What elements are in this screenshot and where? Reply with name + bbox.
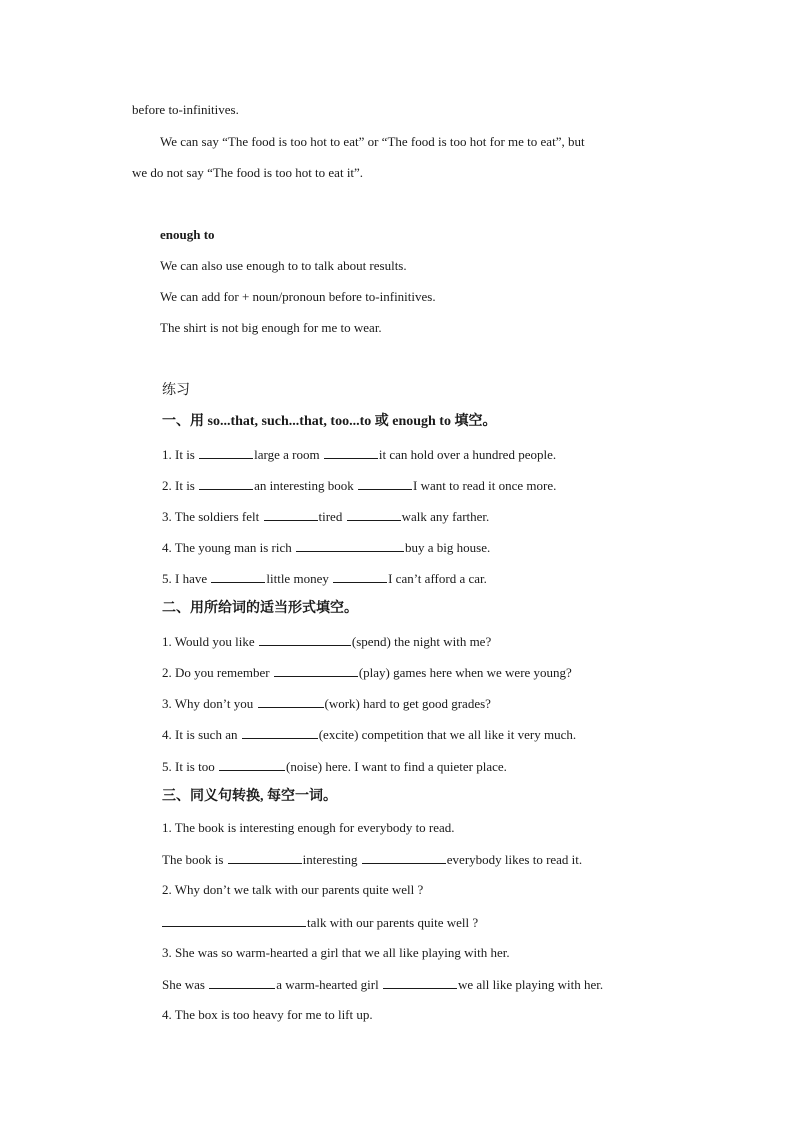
answer-blank[interactable] [228, 850, 302, 864]
answer-blank[interactable] [211, 569, 265, 583]
enough-line-2: We can add for + noun/pronoun before to-infinitives. [160, 289, 436, 304]
part2-item-1: 1. Would you like (spend) the night with me? [162, 634, 492, 649]
part3-heading: 三、同义句转换, 每空一词。 [162, 789, 337, 804]
part1-item-2: 2. It is an interesting book I want to read it once more. [162, 478, 557, 493]
part3-question-4: 4. The box is too heavy for me to lift up. [162, 1007, 373, 1022]
part3-question-1: 1. The book is interesting enough for everybody to read. [162, 820, 455, 835]
enough-line-1: We can also use enough to to talk about results. [160, 258, 407, 273]
part1-heading: 一、用 so...that, such...that, too...to 或 enough to 填空。 [162, 414, 497, 429]
part3-answer-2: talk with our parents quite well ? [162, 913, 478, 932]
answer-blank[interactable] [199, 476, 253, 490]
part1-item-5: 5. I have little money I can’t afford a car. [162, 571, 487, 586]
part3-question-3: 3. She was so warm-hearted a girl that we all like playing with her. [162, 945, 510, 960]
answer-blank[interactable] [358, 476, 412, 490]
part3-answer-1: The book is interesting everybody likes to read it. [162, 852, 583, 867]
part2-heading: 二、用所给词的适当形式填空。 [162, 601, 358, 616]
intro-line-2: We can say “The food is too hot to eat” or “The food is too hot for me to eat”, but [160, 134, 585, 149]
intro-line-1: before to-infinitives. [132, 102, 239, 117]
answer-blank[interactable] [274, 663, 358, 677]
part1-item-1: 1. It is large a room it can hold over a hundred people. [162, 447, 557, 462]
answer-blank[interactable] [242, 725, 318, 739]
part1-item-4: 4. The young man is rich buy a big house. [162, 540, 491, 555]
part2-item-5: 5. It is too (noise) here. I want to find a quieter place. [162, 759, 507, 774]
answer-blank[interactable] [383, 975, 457, 989]
answer-blank[interactable] [258, 694, 324, 708]
enough-line-3: The shirt is not big enough for me to wear. [160, 320, 382, 335]
part2-item-3: 3. Why don’t you (work) hard to get good grades? [162, 696, 491, 711]
answer-blank[interactable] [162, 913, 306, 927]
answer-blank[interactable] [324, 445, 378, 459]
answer-blank[interactable] [333, 569, 387, 583]
part3-question-2: 2. Why don’t we talk with our parents quite well ? [162, 882, 424, 897]
answer-blank[interactable] [362, 850, 446, 864]
exercise-title: 练习 [162, 383, 190, 398]
answer-blank[interactable] [209, 975, 275, 989]
intro-line-3: we do not say “The food is too hot to eat it”. [132, 165, 364, 180]
answer-blank[interactable] [264, 507, 318, 521]
answer-blank[interactable] [199, 445, 253, 459]
answer-blank[interactable] [347, 507, 401, 521]
part2-item-2: 2. Do you remember (play) games here when we were young? [162, 665, 572, 680]
answer-blank[interactable] [296, 538, 404, 552]
answer-blank[interactable] [219, 757, 285, 771]
part2-item-4: 4. It is such an (excite) competition that we all like it very much. [162, 727, 577, 742]
part1-item-3: 3. The soldiers felt tired walk any farther. [162, 509, 490, 524]
part3-answer-3: She was a warm-hearted girl we all like playing with her. [162, 977, 604, 992]
answer-blank[interactable] [259, 632, 351, 646]
enough-heading: enough to [160, 227, 215, 242]
